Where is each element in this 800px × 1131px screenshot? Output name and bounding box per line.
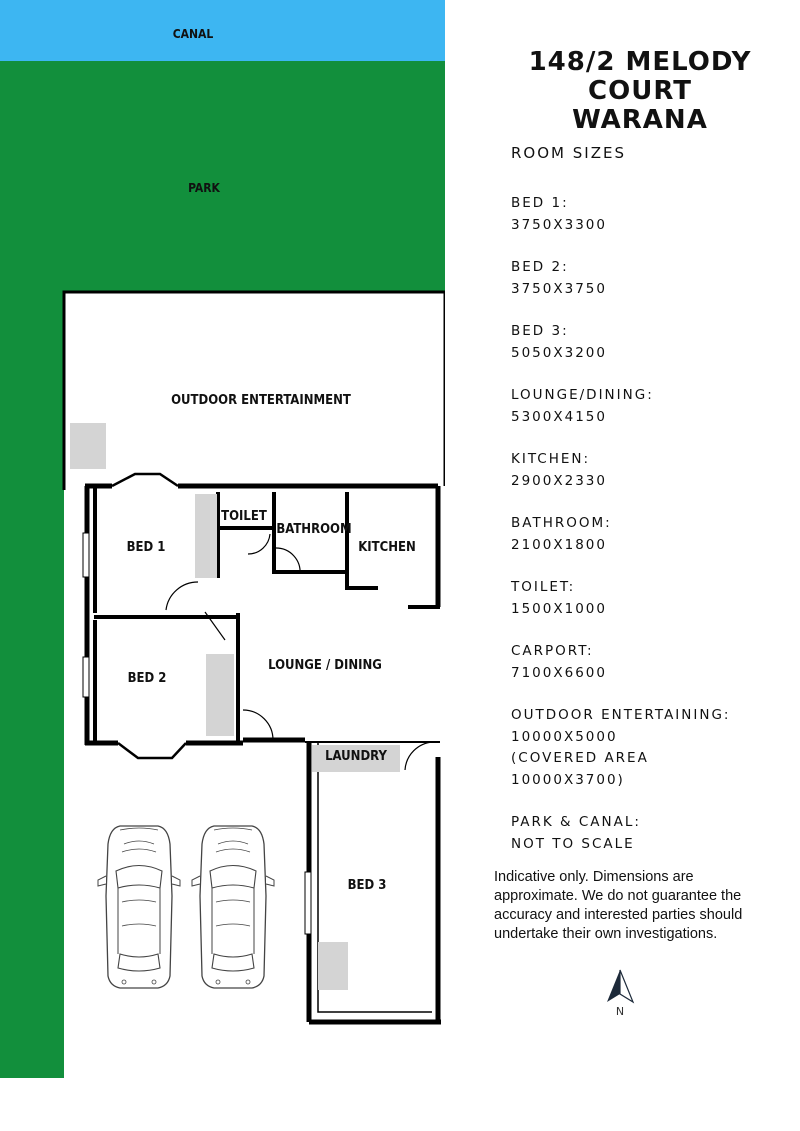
room-label-laundry: LAUNDRY [325, 749, 387, 764]
park-label: PARK [188, 181, 220, 195]
car-icon [192, 826, 274, 988]
room-label-bed2: BED 2 [127, 671, 167, 686]
outdoor-entertainment-area [64, 292, 445, 492]
property-title [495, 48, 785, 135]
room-label-bed3: BED 3 [347, 878, 387, 893]
room-size-item: TOILET: 1500X1000 [511, 579, 607, 617]
room-label-lounge: LOUNGE / DINING [268, 658, 382, 673]
room-size-item: BATHROOM: 2100X1800 [511, 515, 612, 553]
room-size-item: KITCHEN: 2900X2330 [511, 451, 607, 489]
disclaimer-text: Indicative only. Dimensions are approximate. We do not guarantee the accuracy and interested parties should undertake their own investigations. [494, 869, 743, 942]
bed3-fixture [318, 942, 348, 990]
room-size-item: BED 1: 3750X3300 [511, 195, 607, 233]
room-label-toilet: TOILET [221, 509, 267, 524]
room-label-bed1: BED 1 [126, 540, 166, 555]
car-icon [98, 826, 180, 988]
room-label-kitchen: KITCHEN [358, 540, 416, 555]
room-size-item: OUTDOOR ENTERTAINING: 10000X5000 (COVERED AREA 10000X3700) [511, 707, 731, 788]
north-arrow-icon [603, 968, 637, 1020]
room-sizes-list [511, 193, 730, 876]
canal-area [0, 0, 445, 61]
outdoor-fixture [70, 423, 106, 469]
room-sizes-heading: ROOM SIZES [511, 144, 626, 162]
room-size-item: CARPORT: 7100X6600 [511, 643, 607, 681]
room-size-item: BED 3: 5050X3200 [511, 323, 607, 361]
bed1-fixture [195, 494, 217, 578]
room-label-bathroom: BATHROOM [276, 522, 352, 537]
room-size-item: BED 2: 3750X3750 [511, 259, 607, 297]
north-label: N [615, 1005, 625, 1018]
room-label-outdoor: OUTDOOR ENTERTAINMENT [171, 393, 351, 408]
canal-label: CANAL [172, 27, 214, 41]
room-size-item: LOUNGE/DINING: 5300X4150 [511, 387, 654, 425]
title-line1: 148/2 MELODY COURT [528, 47, 752, 106]
bed2-fixture [206, 654, 234, 736]
room-size-item: PARK & CANAL: NOT TO SCALE [511, 814, 641, 852]
title-line2: WARANA [572, 105, 708, 135]
